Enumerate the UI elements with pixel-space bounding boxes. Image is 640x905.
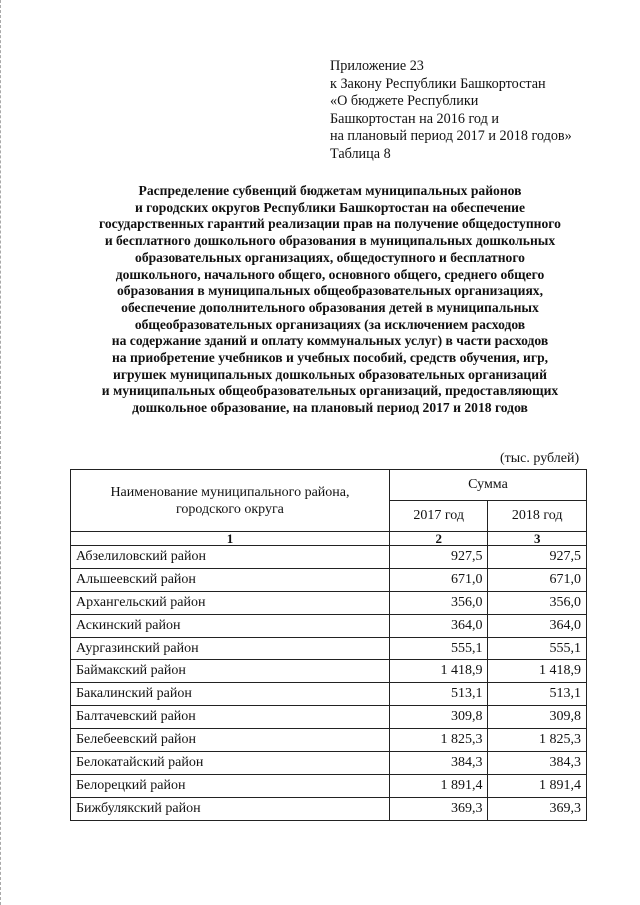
table-row — [71, 660, 587, 683]
amount-2018-cell: 364,0 — [488, 614, 587, 637]
table-row — [71, 683, 587, 706]
amount-2018-cell: 513,1 — [488, 683, 587, 706]
appendix-line: «О бюджете Республики — [330, 93, 479, 110]
amount-2017-cell: 364,0 — [389, 614, 488, 637]
title-line: государственных гарантий реализации прав на получение общедоступного — [99, 216, 561, 232]
amount-2017-cell: 1 418,9 — [389, 660, 488, 683]
district-name-cell: Аскинский район — [71, 614, 390, 637]
header-name-line1: Наименование муниципального района, — [110, 484, 350, 500]
district-name-cell: Белокатайский район — [71, 752, 390, 775]
table-row — [71, 591, 587, 614]
amount-2017-cell: 671,0 — [389, 568, 488, 591]
title-line: образования в муниципальных общеобразовательных организациях, — [117, 283, 543, 299]
header-sum-cell: Сумма — [389, 470, 586, 501]
header-name-cell — [71, 470, 390, 532]
title-line: и городских округов Республики Башкортостан на обеспечение — [134, 199, 526, 215]
header-name-line2: городского округа — [176, 501, 284, 517]
title-line: обеспечение дополнительного образования детей в муниципальных — [121, 299, 539, 315]
amount-2017-cell: 927,5 — [389, 546, 488, 569]
district-name-cell: Балтачевский район — [71, 706, 390, 729]
amount-2018-cell: 384,3 — [488, 752, 587, 775]
district-name-cell: Баймакский район — [71, 660, 390, 683]
table-row — [71, 729, 587, 752]
appendix-line: Таблица 8 — [330, 145, 391, 162]
table-index-row — [71, 532, 587, 546]
units-label: (тыс. рублей) — [500, 451, 580, 466]
amount-2018-cell: 1 825,3 — [488, 729, 587, 752]
district-name-cell: Архангельский район — [71, 591, 390, 614]
district-name-cell: Абзелиловский район — [71, 546, 390, 569]
amount-2018-cell: 1 891,4 — [488, 774, 587, 797]
amount-2017-cell: 356,0 — [389, 591, 488, 614]
amount-2018-cell: 356,0 — [488, 591, 587, 614]
index-cell: 1 — [71, 532, 390, 546]
district-name-cell: Альшеевский район — [71, 568, 390, 591]
header-year-2017: 2017 год — [389, 501, 488, 532]
district-name-cell: Белебеевский район — [71, 729, 390, 752]
page-edge-divider — [0, 0, 4, 905]
title-line: дошкольное образование, на плановый период 2017 и 2018 годов — [132, 400, 528, 416]
appendix-header — [330, 58, 630, 164]
amount-2017-cell: 309,8 — [389, 706, 488, 729]
amount-2018-cell: 369,3 — [488, 797, 587, 820]
title-line: на приобретение учебников и учебных пособий, средств обучения, игр, — [111, 350, 549, 366]
amount-2017-cell: 369,3 — [389, 797, 488, 820]
district-name-cell: Аургазинский район — [71, 637, 390, 660]
district-name-cell: Бижбулякский район — [71, 797, 390, 820]
appendix-line: Башкортостан на 2016 год и — [330, 110, 499, 127]
district-name-cell: Бакалинский район — [71, 683, 390, 706]
appendix-line: к Закону Республики Башкортостан — [330, 75, 546, 92]
table-row — [71, 706, 587, 729]
table-row — [71, 797, 587, 820]
index-cell: 2 — [389, 532, 488, 546]
appendix-line: Приложение 23 — [330, 58, 424, 74]
amount-2018-cell: 309,8 — [488, 706, 587, 729]
amount-2017-cell: 1 891,4 — [389, 774, 488, 797]
table-row — [71, 546, 587, 569]
table-row — [71, 752, 587, 775]
subsidy-table — [70, 469, 587, 821]
title-line: образовательных организациях, общедоступного и бесплатного — [135, 249, 525, 265]
amount-2017-cell: 555,1 — [389, 637, 488, 660]
title-line: и бесплатного дошкольного образования в муниципальных дошкольных — [104, 233, 556, 249]
amount-2017-cell: 513,1 — [389, 683, 488, 706]
amount-2018-cell: 555,1 — [488, 637, 587, 660]
table-row — [71, 774, 587, 797]
appendix-line: на плановый период 2017 и 2018 годов» — [330, 128, 572, 145]
document-title — [60, 183, 600, 417]
district-name-cell: Белорецкий район — [71, 774, 390, 797]
table-row — [71, 568, 587, 591]
amount-2018-cell: 927,5 — [488, 546, 587, 569]
amount-2017-cell: 1 825,3 — [389, 729, 488, 752]
amount-2018-cell: 1 418,9 — [488, 660, 587, 683]
index-cell: 3 — [488, 532, 587, 546]
amount-2018-cell: 671,0 — [488, 568, 587, 591]
amount-2017-cell: 384,3 — [389, 752, 488, 775]
table-row — [71, 614, 587, 637]
title-line: игрушек муниципальных дошкольных образовательных организаций — [113, 366, 547, 382]
header-year-2018: 2018 год — [488, 501, 587, 532]
title-line: на содержание зданий и оплату коммунальных услуг) в части расходов — [111, 333, 549, 349]
title-line: Распределение субвенций бюджетам муниципальных районов — [138, 183, 522, 198]
table-header-row — [71, 470, 587, 501]
title-line: дошкольного, начального общего, основного общего, среднего общего — [115, 266, 545, 282]
table-row — [71, 637, 587, 660]
title-line: общеобразовательных организациях (за исключением расходов — [134, 316, 526, 332]
title-line: и муниципальных общеобразовательных организаций, предоставляющих — [101, 383, 559, 399]
